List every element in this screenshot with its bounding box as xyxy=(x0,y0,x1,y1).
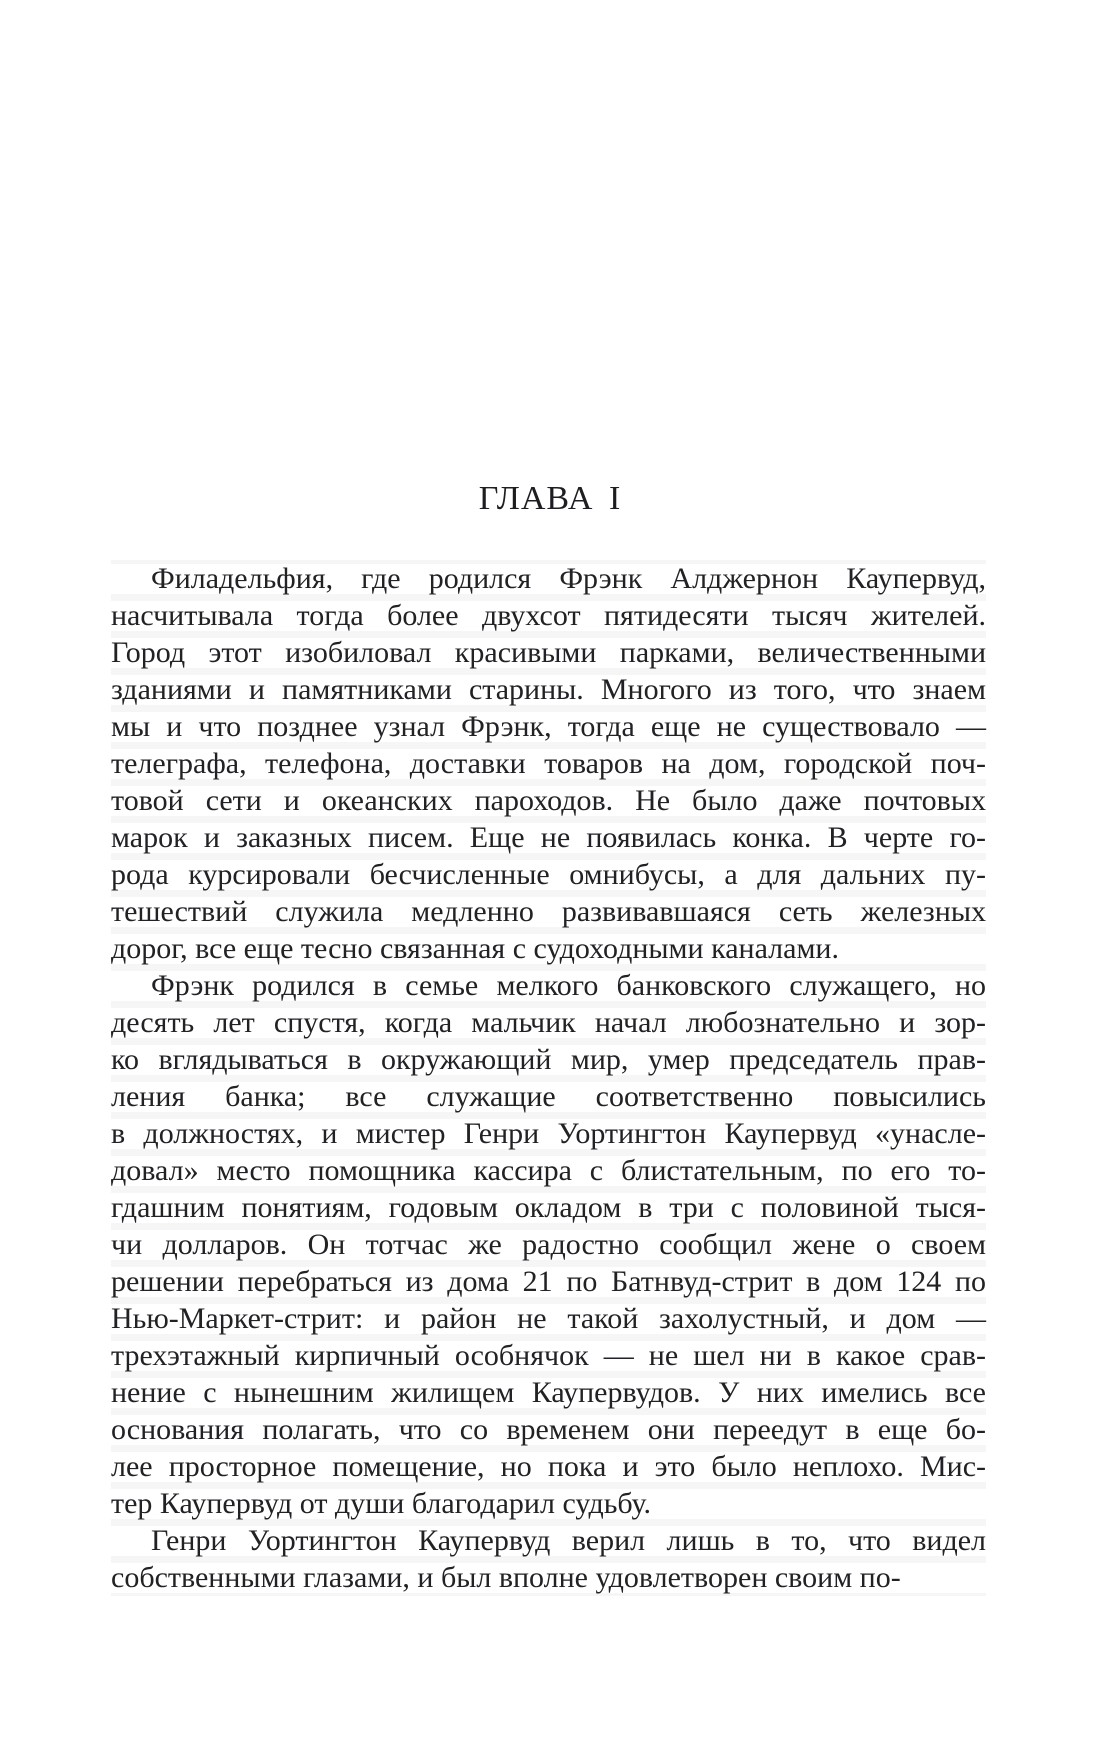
text-line: тешествий служила медленно развивавшаяся сеть железных xyxy=(111,895,986,928)
text-line: рода курсировали бесчисленные омнибусы, а для дальних пу- xyxy=(111,858,986,891)
text-line: зданиями и памятниками старины. Многого из того, что знаем xyxy=(111,673,986,706)
text-line: насчитывала тогда более двухсот пятидесяти тысяч жителей. xyxy=(111,599,986,632)
text-line: лее просторное помещение, но пока и это было неплохо. Мис- xyxy=(111,1450,986,1483)
text-line: чи долларов. Он тотчас же радостно сообщил жене о своем xyxy=(111,1228,986,1261)
text-line: Филадельфия, где родился Фрэнк Алджернон Каупервуд, xyxy=(151,562,986,595)
text-line: десять лет спустя, когда мальчик начал любознательно и зор- xyxy=(111,1006,986,1039)
paragraph xyxy=(111,967,986,1522)
text-line: марок и заказных писем. Еще не появилась конка. В черте го- xyxy=(111,821,986,854)
text-line: нение с нынешним жилищем Каупервудов. У них имелись все xyxy=(111,1376,986,1409)
text-line: ко вглядываться в окружающий мир, умер председатель прав- xyxy=(111,1043,986,1076)
text-line: ления банка; все служащие соответственно повысились xyxy=(111,1080,986,1113)
chapter-heading: ГЛАВА I xyxy=(478,480,622,517)
text-line: Город этот изобиловал красивыми парками, величественными xyxy=(111,636,986,669)
text-line: гдашним понятиям, годовым окладом в три с половиной тыся- xyxy=(111,1191,986,1224)
text-line: довал» место помощника кассира с блистательным, по его то- xyxy=(111,1154,986,1187)
text-line: Генри Уортингтон Каупервуд верил лишь в то, что видел xyxy=(151,1524,986,1557)
text-line: товой сети и океанских пароходов. Не было даже почтовых xyxy=(111,784,986,817)
paragraph xyxy=(111,560,986,967)
text-line: Фрэнк родился в семье мелкого банковского служащего, но xyxy=(151,969,986,1002)
text-line: Нью-Маркет-стрит: и район не такой захолустный, и дом — xyxy=(111,1302,986,1335)
text-line: основания полагать, что со временем они переедут в еще бо- xyxy=(111,1413,986,1446)
paragraph xyxy=(111,1522,986,1596)
text-line: трехэтажный кирпичный особнячок — не шел ни в какое срав- xyxy=(111,1339,986,1372)
text-line: тер Каупервуд от души благодарил судьбу. xyxy=(111,1487,652,1520)
text-line: собственными глазами, и был вполне удовлетворен своим по- xyxy=(111,1561,901,1594)
text-line: в должностях, и мистер Генри Уортингтон Каупервуд «унасле- xyxy=(111,1117,986,1150)
text-line: дорог, все еще тесно связанная с судоходными каналами. xyxy=(111,932,839,965)
text-line: решении перебраться из дома 21 по Батнвуд-стрит в дом 124 по xyxy=(111,1265,986,1298)
text-column xyxy=(111,560,986,1596)
text-line: мы и что позднее узнал Фрэнк, тогда еще не существовало — xyxy=(111,710,986,743)
text-line: телеграфа, телефона, доставки товаров на дом, городской поч- xyxy=(111,747,986,780)
